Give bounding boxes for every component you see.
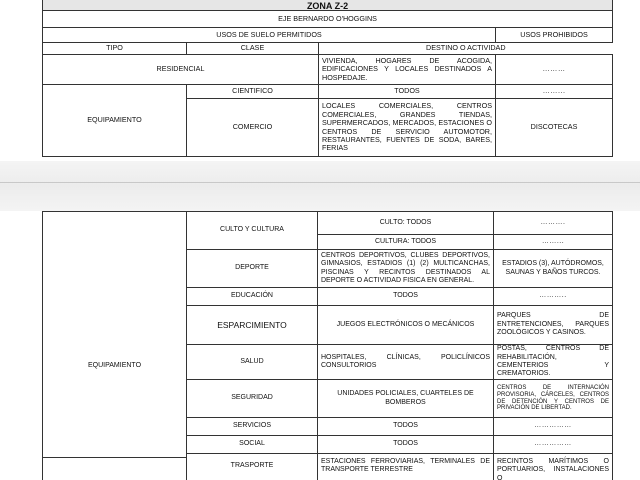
prohibidos-seguridad: CENTROS DE INTERNACIÓN PROVISORIA, CÁRCELES, CENTROS DE DETENCIÓN Y CENTROS DE PRIVACIÓN DE LIBERTAD. <box>494 380 613 418</box>
permitted-uses-header: USOS DE SUELO PERMITIDOS <box>43 28 496 43</box>
zone-table-2 <box>42 211 613 480</box>
page-gap <box>0 161 640 211</box>
tipo-residencial: RESIDENCIAL <box>43 55 319 85</box>
clase-cientifico: CIENTIFICO <box>187 85 319 99</box>
prohibidos-servicios: …………… <box>494 418 613 436</box>
prohibidos-social: …………… <box>494 436 613 454</box>
page-divider <box>0 182 640 183</box>
destino-cientifico: TODOS <box>319 85 496 99</box>
zone-table-1 <box>42 0 613 157</box>
clase-servicios: SERVICIOS <box>187 418 318 436</box>
prohibidos-esparcimiento: PARQUES DE ENTRETENCIONES, PARQUES ZOOLÓGICOS Y CASINOS. <box>494 306 613 345</box>
document-page-2 <box>0 211 640 480</box>
destino-servicios: TODOS <box>318 418 494 436</box>
next-tipo-divider <box>42 457 186 458</box>
col-header-tipo: TIPO <box>43 43 187 55</box>
destino-residencial: VIVIENDA, HOGARES DE ACOGIDA, EDIFICACIONES Y LOCALES DESTINADOS A HOSPEDAJE. <box>319 55 496 85</box>
destino-comercio: LOCALES COMERCIALES, CENTROS COMERCIALES, GRANDES TIENDAS, SUPERMERCADOS, MERCADOS, ESTACIONES O CENTROS DE SERVICIO AUTOMOTOR, RESTAURANTES, FUENTES DE SODA, BARES, FERIAS <box>319 99 496 157</box>
prohibidos-residencial: ……… <box>496 55 613 85</box>
destino-trasporte: ESTACIONES FERROVIARIAS, TERMINALES DE TRANSPORTE TERRESTRE <box>318 454 494 480</box>
destino-cultura: CULTURA: TODOS <box>318 235 494 250</box>
col-header-destino: DESTINO O ACTIVIDAD <box>319 43 613 55</box>
prohibidos-comercio: DISCOTECAS <box>496 99 613 157</box>
tipo-equipamiento-1: EQUIPAMIENTO <box>43 85 187 157</box>
prohibidos-educacion: ……….. <box>494 288 613 306</box>
destino-educacion: TODOS <box>318 288 494 306</box>
clase-salud: SALUD <box>187 345 318 380</box>
prohibidos-salud: POSTAS, CENTROS DE REHABILITACIÓN, CEMENTERIOS Y CREMATORIOS. <box>494 345 613 380</box>
destino-deporte: CENTROS DEPORTIVOS, CLUBES DEPORTIVOS, GIMNASIOS, ESTADIOS (1) (2) MULTICANCHAS, PISCINAS Y RECINTOS DESTINADOS AL DEPORTE O ACTIVIDAD FISICA EN GENERAL. <box>318 250 494 288</box>
zone-title: ZONA Z-2 <box>43 0 613 11</box>
prohibited-uses-header: USOS PROHIBIDOS <box>496 28 613 43</box>
clase-deporte: DEPORTE <box>187 250 318 288</box>
destino-seguridad: UNIDADES POLICIALES, CUARTELES DE BOMBEROS <box>318 380 494 418</box>
destino-culto: CULTO: TODOS <box>318 212 494 235</box>
clase-social: SOCIAL <box>187 436 318 454</box>
prohibidos-trasporte: RECINTOS MARÍTIMOS O PORTUARIOS, INSTALACIONES O <box>494 454 613 480</box>
clase-comercio: COMERCIO <box>187 99 319 157</box>
prohibidos-cultura: ……... <box>494 235 613 250</box>
clase-trasporte: TRASPORTE <box>187 454 318 480</box>
prohibidos-culto: ………. <box>494 212 613 235</box>
tipo-equipamiento-2: EQUIPAMIENTO <box>43 212 187 480</box>
destino-salud: HOSPITALES, CLÍNICAS, POLICLÍNICOS CONSULTORIOS <box>318 345 494 380</box>
clase-culto-cultura: CULTO Y CULTURA <box>187 212 318 250</box>
destino-social: TODOS <box>318 436 494 454</box>
col-header-clase: CLASE <box>187 43 319 55</box>
clase-esparcimiento: ESPARCIMIENTO <box>187 306 318 345</box>
clase-seguridad: SEGURIDAD <box>187 380 318 418</box>
destino-esparcimiento: JUEGOS ELECTRÓNICOS O MECÁNICOS <box>318 306 494 345</box>
axis-title: EJE BERNARDO O'HOGGINS <box>43 11 613 28</box>
clase-educacion: EDUCACIÓN <box>187 288 318 306</box>
prohibidos-cientifico: ……... <box>496 85 613 99</box>
document-page-1 <box>0 0 640 161</box>
prohibidos-deporte: ESTADIOS (3), AUTÓDROMOS, SAUNAS Y BAÑOS TURCOS. <box>494 250 613 288</box>
